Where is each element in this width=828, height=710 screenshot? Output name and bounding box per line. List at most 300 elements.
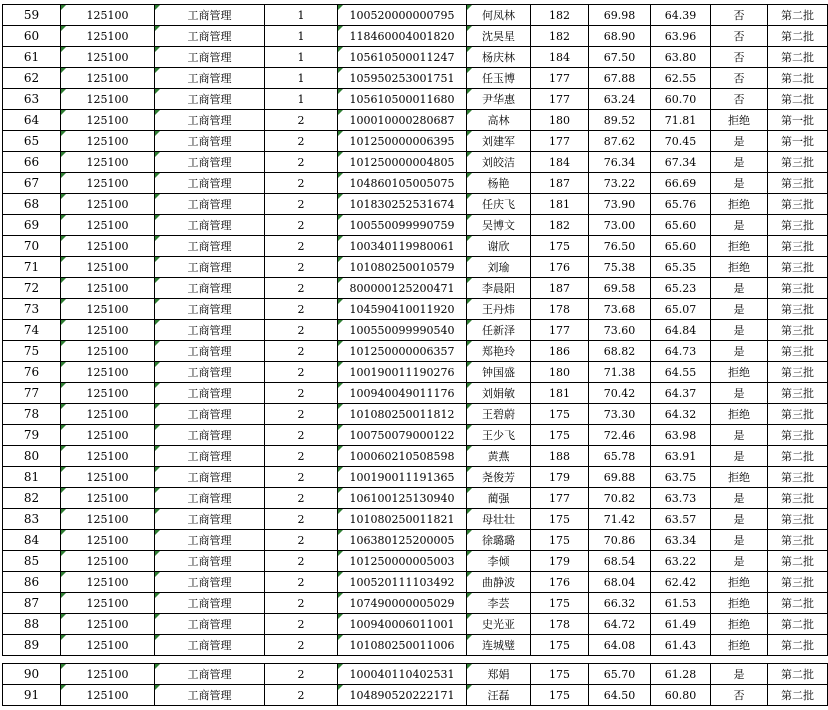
- cell-major-code: 125100: [61, 685, 155, 706]
- cell-score-b: 63.98: [651, 425, 711, 446]
- cell-name: 曲静波: [467, 572, 531, 593]
- cell-height: 177: [531, 320, 589, 341]
- cell-batch: 第二批: [768, 26, 828, 47]
- cell-category: 2: [265, 278, 338, 299]
- cell-exam-id: 100060210508598: [338, 446, 467, 467]
- cell-major-name: 工商管理: [155, 152, 265, 173]
- cell-score-a: 89.52: [589, 110, 651, 131]
- cell-height: 177: [531, 488, 589, 509]
- cell-major-name: 工商管理: [155, 131, 265, 152]
- cell-category: 1: [265, 47, 338, 68]
- cell-seq: 66: [3, 152, 61, 173]
- cell-score-b: 65.07: [651, 299, 711, 320]
- table-row: [3, 131, 828, 152]
- cell-batch: 第三批: [768, 425, 828, 446]
- cell-score-a: 67.50: [589, 47, 651, 68]
- cell-exam-id: 100550099990540: [338, 320, 467, 341]
- cell-height: 181: [531, 383, 589, 404]
- cell-exam-id: 100520111103492: [338, 572, 467, 593]
- cell-major-code: 125100: [61, 425, 155, 446]
- cell-score-b: 67.34: [651, 152, 711, 173]
- cell-name: 徐璐璐: [467, 530, 531, 551]
- cell-name: 李倾: [467, 551, 531, 572]
- cell-category: 2: [265, 341, 338, 362]
- cell-category: 2: [265, 236, 338, 257]
- cell-major-name: 工商管理: [155, 173, 265, 194]
- cell-major-name: 工商管理: [155, 26, 265, 47]
- cell-major-name: 工商管理: [155, 593, 265, 614]
- cell-major-code: 125100: [61, 257, 155, 278]
- cell-batch: 第二批: [768, 47, 828, 68]
- cell-name: 李芸: [467, 593, 531, 614]
- cell-seq: 80: [3, 446, 61, 467]
- cell-decision: 是: [711, 446, 768, 467]
- cell-name: 杨艳: [467, 173, 531, 194]
- table-row: [3, 446, 828, 467]
- table-row: [3, 425, 828, 446]
- results-table-upper: [2, 4, 828, 656]
- cell-major-name: 工商管理: [155, 89, 265, 110]
- cell-major-name: 工商管理: [155, 551, 265, 572]
- cell-seq: 73: [3, 299, 61, 320]
- results-table-lower: [2, 663, 828, 706]
- cell-name: 王少飞: [467, 425, 531, 446]
- cell-score-b: 63.96: [651, 26, 711, 47]
- table-row: [3, 173, 828, 194]
- cell-major-code: 125100: [61, 278, 155, 299]
- cell-seq: 59: [3, 5, 61, 26]
- cell-category: 2: [265, 299, 338, 320]
- cell-batch: 第二批: [768, 685, 828, 706]
- cell-major-code: 125100: [61, 26, 155, 47]
- cell-exam-id: 100340119980061: [338, 236, 467, 257]
- cell-score-a: 73.22: [589, 173, 651, 194]
- cell-seq: 81: [3, 467, 61, 488]
- cell-score-a: 73.68: [589, 299, 651, 320]
- cell-major-name: 工商管理: [155, 572, 265, 593]
- cell-height: 186: [531, 341, 589, 362]
- cell-major-name: 工商管理: [155, 488, 265, 509]
- cell-decision: 拒绝: [711, 467, 768, 488]
- cell-category: 2: [265, 194, 338, 215]
- cell-major-code: 125100: [61, 173, 155, 194]
- cell-seq: 64: [3, 110, 61, 131]
- cell-height: 182: [531, 215, 589, 236]
- cell-decision: 拒绝: [711, 614, 768, 635]
- cell-name: 黄燕: [467, 446, 531, 467]
- cell-score-b: 64.32: [651, 404, 711, 425]
- cell-name: 尹华惠: [467, 89, 531, 110]
- cell-category: 2: [265, 215, 338, 236]
- table-row: [3, 26, 828, 47]
- cell-exam-id: 101080250010579: [338, 257, 467, 278]
- cell-seq: 75: [3, 341, 61, 362]
- cell-major-code: 125100: [61, 635, 155, 656]
- cell-score-a: 68.04: [589, 572, 651, 593]
- table-row: [3, 152, 828, 173]
- cell-major-code: 125100: [61, 551, 155, 572]
- cell-decision: 是: [711, 341, 768, 362]
- cell-exam-id: 101080250011006: [338, 635, 467, 656]
- cell-major-name: 工商管理: [155, 47, 265, 68]
- cell-score-b: 63.34: [651, 530, 711, 551]
- cell-score-b: 61.28: [651, 664, 711, 685]
- cell-exam-id: 100190011191365: [338, 467, 467, 488]
- cell-name: 高林: [467, 110, 531, 131]
- cell-seq: 69: [3, 215, 61, 236]
- cell-batch: 第三批: [768, 152, 828, 173]
- cell-score-a: 70.86: [589, 530, 651, 551]
- cell-decision: 否: [711, 5, 768, 26]
- cell-height: 187: [531, 173, 589, 194]
- cell-name: 连城璧: [467, 635, 531, 656]
- cell-decision: 是: [711, 425, 768, 446]
- cell-major-code: 125100: [61, 593, 155, 614]
- cell-batch: 第三批: [768, 509, 828, 530]
- table-row: [3, 320, 828, 341]
- cell-category: 1: [265, 26, 338, 47]
- cell-category: 2: [265, 635, 338, 656]
- cell-batch: 第三批: [768, 404, 828, 425]
- cell-name: 王丹炜: [467, 299, 531, 320]
- cell-major-code: 125100: [61, 467, 155, 488]
- cell-height: 184: [531, 152, 589, 173]
- cell-height: 178: [531, 299, 589, 320]
- cell-seq: 91: [3, 685, 61, 706]
- cell-category: 2: [265, 425, 338, 446]
- cell-score-a: 63.24: [589, 89, 651, 110]
- cell-major-name: 工商管理: [155, 194, 265, 215]
- cell-category: 1: [265, 89, 338, 110]
- cell-score-a: 67.88: [589, 68, 651, 89]
- cell-name: 钟国盛: [467, 362, 531, 383]
- cell-height: 179: [531, 551, 589, 572]
- cell-score-b: 63.57: [651, 509, 711, 530]
- cell-decision: 是: [711, 278, 768, 299]
- cell-major-code: 125100: [61, 236, 155, 257]
- cell-score-a: 69.88: [589, 467, 651, 488]
- cell-major-code: 125100: [61, 89, 155, 110]
- cell-name: 郑艳玲: [467, 341, 531, 362]
- cell-major-name: 工商管理: [155, 614, 265, 635]
- cell-exam-id: 100940006011001: [338, 614, 467, 635]
- cell-major-name: 工商管理: [155, 635, 265, 656]
- cell-major-code: 125100: [61, 152, 155, 173]
- cell-name: 何凤林: [467, 5, 531, 26]
- cell-major-code: 125100: [61, 530, 155, 551]
- cell-decision: 否: [711, 68, 768, 89]
- cell-height: 182: [531, 26, 589, 47]
- cell-name: 谢欣: [467, 236, 531, 257]
- cell-major-code: 125100: [61, 194, 155, 215]
- cell-decision: 否: [711, 47, 768, 68]
- cell-seq: 89: [3, 635, 61, 656]
- cell-decision: 是: [711, 215, 768, 236]
- cell-name: 杨庆林: [467, 47, 531, 68]
- cell-score-b: 61.43: [651, 635, 711, 656]
- cell-batch: 第三批: [768, 383, 828, 404]
- cell-score-b: 60.70: [651, 89, 711, 110]
- cell-major-code: 125100: [61, 131, 155, 152]
- cell-name: 李晨阳: [467, 278, 531, 299]
- cell-decision: 否: [711, 685, 768, 706]
- cell-major-name: 工商管理: [155, 257, 265, 278]
- cell-major-code: 125100: [61, 320, 155, 341]
- cell-exam-id: 101250000004805: [338, 152, 467, 173]
- table-row: [3, 110, 828, 131]
- cell-score-a: 69.98: [589, 5, 651, 26]
- cell-height: 177: [531, 131, 589, 152]
- cell-score-b: 63.80: [651, 47, 711, 68]
- cell-height: 176: [531, 257, 589, 278]
- cell-name: 刘建军: [467, 131, 531, 152]
- cell-major-code: 125100: [61, 68, 155, 89]
- cell-score-b: 64.55: [651, 362, 711, 383]
- cell-decision: 是: [711, 664, 768, 685]
- cell-batch: 第二批: [768, 5, 828, 26]
- cell-seq: 85: [3, 551, 61, 572]
- cell-major-name: 工商管理: [155, 685, 265, 706]
- cell-score-a: 71.42: [589, 509, 651, 530]
- cell-decision: 是: [711, 131, 768, 152]
- cell-decision: 拒绝: [711, 404, 768, 425]
- cell-exam-id: 104590410011920: [338, 299, 467, 320]
- cell-score-b: 65.76: [651, 194, 711, 215]
- cell-seq: 79: [3, 425, 61, 446]
- cell-exam-id: 100190011190276: [338, 362, 467, 383]
- cell-score-b: 63.75: [651, 467, 711, 488]
- cell-score-b: 66.69: [651, 173, 711, 194]
- cell-name: 任庆飞: [467, 194, 531, 215]
- cell-height: 175: [531, 593, 589, 614]
- cell-exam-id: 101250000006395: [338, 131, 467, 152]
- table-row: [3, 341, 828, 362]
- cell-category: 2: [265, 131, 338, 152]
- cell-seq: 78: [3, 404, 61, 425]
- cell-decision: 拒绝: [711, 362, 768, 383]
- cell-decision: 是: [711, 152, 768, 173]
- cell-seq: 70: [3, 236, 61, 257]
- cell-score-a: 72.46: [589, 425, 651, 446]
- table-row: [3, 551, 828, 572]
- table-row: [3, 215, 828, 236]
- cell-exam-id: 105610500011680: [338, 89, 467, 110]
- table-row: [3, 89, 828, 110]
- cell-seq: 62: [3, 68, 61, 89]
- cell-category: 1: [265, 68, 338, 89]
- cell-score-a: 73.90: [589, 194, 651, 215]
- table-row: [3, 257, 828, 278]
- cell-score-b: 70.45: [651, 131, 711, 152]
- cell-category: 2: [265, 614, 338, 635]
- table-row: [3, 685, 828, 706]
- cell-seq: 83: [3, 509, 61, 530]
- cell-seq: 77: [3, 383, 61, 404]
- cell-name: 刘娟敏: [467, 383, 531, 404]
- cell-major-name: 工商管理: [155, 236, 265, 257]
- cell-decision: 拒绝: [711, 593, 768, 614]
- table-row: [3, 5, 828, 26]
- cell-category: 2: [265, 551, 338, 572]
- cell-exam-id: 101080250011812: [338, 404, 467, 425]
- cell-score-b: 62.42: [651, 572, 711, 593]
- cell-exam-id: 101830252531674: [338, 194, 467, 215]
- cell-major-name: 工商管理: [155, 341, 265, 362]
- cell-name: 沈昊星: [467, 26, 531, 47]
- table-row: [3, 47, 828, 68]
- cell-name: 汪磊: [467, 685, 531, 706]
- cell-score-a: 76.34: [589, 152, 651, 173]
- cell-score-a: 65.78: [589, 446, 651, 467]
- table-row: [3, 530, 828, 551]
- cell-score-b: 63.73: [651, 488, 711, 509]
- cell-height: 184: [531, 47, 589, 68]
- cell-major-code: 125100: [61, 362, 155, 383]
- cell-exam-id: 100550099990759: [338, 215, 467, 236]
- cell-major-name: 工商管理: [155, 664, 265, 685]
- cell-exam-id: 101250000005003: [338, 551, 467, 572]
- cell-score-a: 75.38: [589, 257, 651, 278]
- cell-decision: 是: [711, 383, 768, 404]
- cell-exam-id: 107490000005029: [338, 593, 467, 614]
- cell-batch: 第三批: [768, 320, 828, 341]
- cell-batch: 第三批: [768, 572, 828, 593]
- cell-batch: 第一批: [768, 131, 828, 152]
- cell-batch: 第三批: [768, 257, 828, 278]
- cell-seq: 82: [3, 488, 61, 509]
- cell-major-code: 125100: [61, 488, 155, 509]
- cell-decision: 是: [711, 509, 768, 530]
- cell-seq: 63: [3, 89, 61, 110]
- cell-decision: 拒绝: [711, 572, 768, 593]
- cell-height: 175: [531, 685, 589, 706]
- table-row: [3, 236, 828, 257]
- cell-batch: 第三批: [768, 341, 828, 362]
- cell-category: 2: [265, 467, 338, 488]
- cell-score-a: 73.60: [589, 320, 651, 341]
- cell-exam-id: 800000125200471: [338, 278, 467, 299]
- cell-score-b: 65.23: [651, 278, 711, 299]
- table-row: [3, 614, 828, 635]
- cell-name: 尧俊芳: [467, 467, 531, 488]
- cell-category: 2: [265, 383, 338, 404]
- cell-category: 1: [265, 5, 338, 26]
- cell-decision: 拒绝: [711, 635, 768, 656]
- table-row: [3, 593, 828, 614]
- cell-exam-id: 100750079000122: [338, 425, 467, 446]
- cell-name: 任新泽: [467, 320, 531, 341]
- table-row: [3, 278, 828, 299]
- table-row: [3, 362, 828, 383]
- cell-score-a: 76.50: [589, 236, 651, 257]
- cell-score-b: 61.49: [651, 614, 711, 635]
- cell-name: 刘皎洁: [467, 152, 531, 173]
- cell-major-name: 工商管理: [155, 362, 265, 383]
- cell-score-a: 68.90: [589, 26, 651, 47]
- cell-exam-id: 101080250011821: [338, 509, 467, 530]
- cell-score-b: 65.35: [651, 257, 711, 278]
- cell-batch: 第三批: [768, 194, 828, 215]
- cell-major-name: 工商管理: [155, 215, 265, 236]
- cell-score-b: 61.53: [651, 593, 711, 614]
- cell-name: 郑娟: [467, 664, 531, 685]
- cell-category: 2: [265, 110, 338, 131]
- cell-category: 2: [265, 664, 338, 685]
- cell-seq: 87: [3, 593, 61, 614]
- cell-height: 188: [531, 446, 589, 467]
- table-row: [3, 509, 828, 530]
- cell-score-b: 65.60: [651, 236, 711, 257]
- cell-score-a: 65.70: [589, 664, 651, 685]
- cell-score-b: 63.91: [651, 446, 711, 467]
- cell-category: 2: [265, 593, 338, 614]
- cell-batch: 第二批: [768, 664, 828, 685]
- cell-major-code: 125100: [61, 47, 155, 68]
- table-row: [3, 635, 828, 656]
- cell-seq: 76: [3, 362, 61, 383]
- cell-major-name: 工商管理: [155, 68, 265, 89]
- cell-major-name: 工商管理: [155, 278, 265, 299]
- cell-seq: 65: [3, 131, 61, 152]
- table-row: [3, 488, 828, 509]
- cell-decision: 拒绝: [711, 236, 768, 257]
- cell-seq: 86: [3, 572, 61, 593]
- cell-score-a: 87.62: [589, 131, 651, 152]
- cell-name: 蔺强: [467, 488, 531, 509]
- cell-score-a: 66.32: [589, 593, 651, 614]
- cell-batch: 第二批: [768, 551, 828, 572]
- cell-major-name: 工商管理: [155, 110, 265, 131]
- cell-score-b: 71.81: [651, 110, 711, 131]
- table-row: [3, 194, 828, 215]
- cell-score-a: 71.38: [589, 362, 651, 383]
- cell-major-name: 工商管理: [155, 425, 265, 446]
- cell-score-a: 70.42: [589, 383, 651, 404]
- cell-name: 王碧蔚: [467, 404, 531, 425]
- cell-major-code: 125100: [61, 404, 155, 425]
- cell-decision: 是: [711, 320, 768, 341]
- cell-height: 182: [531, 5, 589, 26]
- cell-batch: 第二批: [768, 593, 828, 614]
- cell-decision: 是: [711, 299, 768, 320]
- cell-exam-id: 100940049011176: [338, 383, 467, 404]
- cell-batch: 第二批: [768, 89, 828, 110]
- cell-category: 2: [265, 257, 338, 278]
- cell-decision: 否: [711, 89, 768, 110]
- cell-score-b: 64.37: [651, 383, 711, 404]
- cell-exam-id: 104890520222171: [338, 685, 467, 706]
- cell-exam-id: 118460004001820: [338, 26, 467, 47]
- cell-seq: 71: [3, 257, 61, 278]
- cell-major-name: 工商管理: [155, 467, 265, 488]
- cell-batch: 第二批: [768, 68, 828, 89]
- cell-category: 2: [265, 362, 338, 383]
- cell-score-b: 64.73: [651, 341, 711, 362]
- cell-height: 181: [531, 194, 589, 215]
- cell-height: 177: [531, 89, 589, 110]
- cell-major-name: 工商管理: [155, 5, 265, 26]
- cell-name: 史光亚: [467, 614, 531, 635]
- cell-batch: 第三批: [768, 488, 828, 509]
- cell-major-code: 125100: [61, 110, 155, 131]
- cell-category: 2: [265, 488, 338, 509]
- cell-name: 吴博文: [467, 215, 531, 236]
- cell-height: 187: [531, 278, 589, 299]
- cell-name: 任玉博: [467, 68, 531, 89]
- cell-major-code: 125100: [61, 572, 155, 593]
- table-row: [3, 572, 828, 593]
- cell-category: 2: [265, 685, 338, 706]
